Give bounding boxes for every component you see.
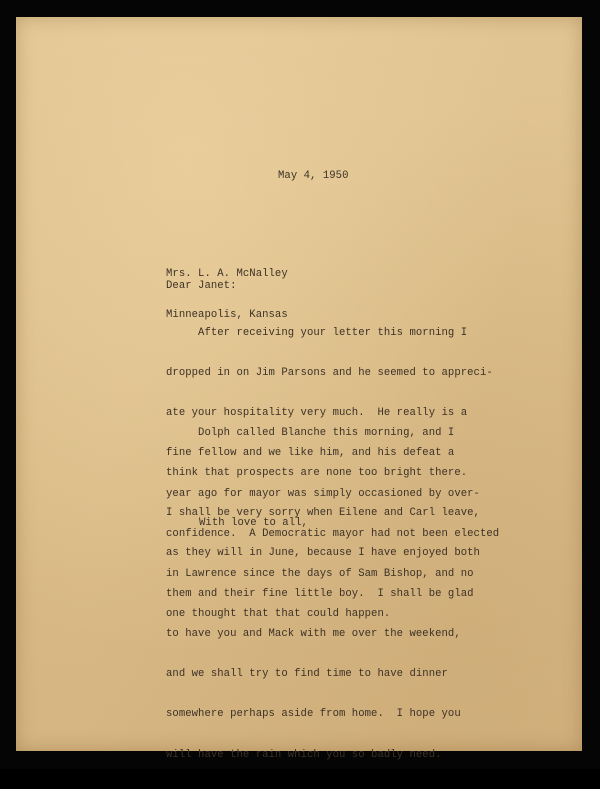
body-paragraph-2	[166, 400, 480, 789]
paragraph-line: fine fellow and we like him, and his defeat a	[166, 447, 455, 460]
letter-date: May 4, 1950	[278, 170, 349, 182]
paragraph-line: year ago for mayor was simply occasioned by over-	[166, 487, 480, 500]
paragraph-line: I shall be very sorry when Eilene and Carl leave,	[166, 507, 480, 520]
recipient-name: Mrs. L. A. McNalley	[166, 268, 288, 280]
paragraph-line: think that prospects are none too bright there.	[166, 467, 468, 480]
paragraph-line: one thought that that could happen.	[166, 608, 391, 621]
paragraph-line: in Lawrence since the days of Sam Bishop, and no	[166, 568, 474, 581]
salutation: Dear Janet:	[166, 280, 237, 292]
recipient-location: Minneapolis, Kansas	[166, 308, 288, 321]
paragraph-line: Dolph called Blanche this morning, and I	[166, 426, 455, 439]
closing: With love to all,	[199, 517, 308, 529]
paragraph-line: dropped in on Jim Parsons and he seemed to appreci-	[166, 367, 493, 380]
paragraph-line: to have you and Mack with me over the weekend,	[166, 627, 461, 640]
paragraph-line: After receiving your letter this morning I	[166, 326, 468, 339]
paragraph-line: and we shall try to find time to have dinner	[166, 668, 448, 681]
paragraph-line: confidence. A Democratic mayor had not been elected	[166, 527, 500, 540]
letter-page	[16, 17, 582, 761]
paragraph-line: ate your hospitality very much. He really is a	[166, 407, 468, 420]
paragraph-line: will have the rain which you so badly need.	[166, 748, 442, 761]
paragraph-line: as they will in June, because I have enjoyed both	[166, 547, 480, 560]
paragraph-line: them and their fine little boy. I shall be glad	[166, 587, 474, 600]
paragraph-line: somewhere perhaps aside from home. I hope you	[166, 708, 461, 721]
